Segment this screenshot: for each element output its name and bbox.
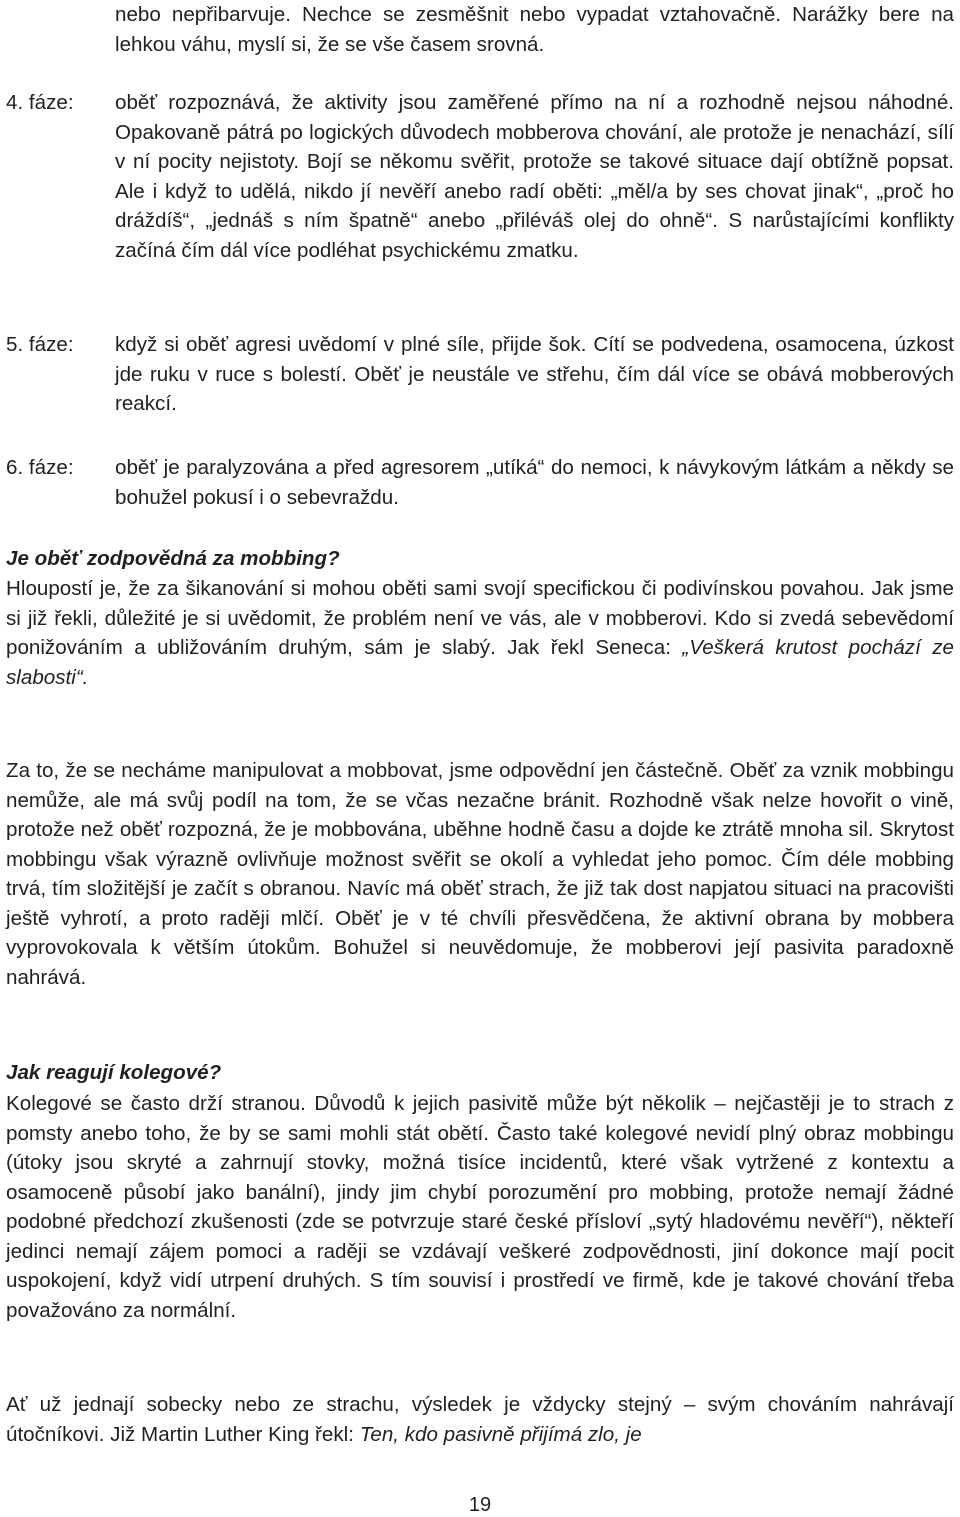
page-number: 19	[468, 1494, 492, 1516]
king-quote: Ten, kdo pasivně přijímá zlo, je	[359, 1422, 642, 1446]
phase-text: oběť je paralyzována a před agresorem „utíká“ do nemoci, k návykovým látkám a někdy se bohužel pokusí i o sebevraždu.	[115, 456, 954, 509]
intro-text: nebo nepřibarvuje. Nechce se zesměšnit nebo vypadat vztahovačně. Narážky bere na lehkou váhu, myslí si, že se vše časem srovná.	[115, 3, 954, 56]
phase-label: 5. fáze:	[6, 333, 74, 356]
section-paragraph: Ať už jednají sobecky nebo ze strachu, výsledek je vždycky stejný – svým chováním nahrávají útočníkovi. Již Martin Luther King řekl: Ten, kdo pasivně přijímá zlo, je	[6, 1393, 954, 1446]
phase-label: 6. fáze:	[6, 456, 74, 479]
section-paragraph: Kolegové se často drží stranou. Důvodů k jejich pasivitě může být několik – nejčastěji je to strach z pomsty anebo toho, že by se sami mohli stát obětí. Často také kolegové nevidí plný obraz mobbingu (útoky jsou skryté a zahrnují stovky, možná tisíce incidentů, které však vytržené z kontextu a osamoceně působí jako banální), jindy jim chybí porozumění pro mobbing, protože nemají žádné podobné předchozí zkušenosti (zde se potvrzuje staré české přísloví „sytý hladovému nevěří“), někteří jedinci nemají zájem pomoci a raději se vzdávají veškeré zodpovědnosti, jiní dokonce mají pocit uspokojení, když vidí utrpení druhých. S tím souvisí i prostředí ve firmě, kde je takové chování třeba považováno za normální.	[6, 1092, 954, 1322]
phase-text: když si oběť agresi uvědomí v plné síle, přijde šok. Cítí se podvedena, osamocena, úzkost jde ruku v ruce s bolestí. Oběť je neustále ve střehu, čím dál více se obává mobberových reakcí.	[115, 333, 954, 415]
seneca-quote: „Veškerá krutost pochází ze slabosti“.	[6, 636, 954, 689]
phase-text: oběť rozpoznává, že aktivity jsou zaměřené přímo na ní a rozhodně nejsou náhodné. Opakovaně pátrá po logických důvodech mobberova chování, ale protože je nenachází, sílí v ní pocity nejistoty. Bojí se někomu svěřit, protože se takové situace dají obtížně popsat. Ale i když to udělá, nikdo jí nevěří anebo radí oběti: „měl/a by ses chovat jinak“, „proč ho dráždíš“, „jednáš s ním špatně“ anebo „přiléváš olej do ohně“. S narůstajícími konflikty začíná čím dál více podléhat psychickému zmatku.	[115, 91, 954, 262]
section-paragraph: Za to, že se necháme manipulovat a mobbovat, jsme odpovědní jen částečně. Oběť za vznik mobbingu nemůže, ale má svůj podíl na tom, že se včas nezačne bránit. Rozhodně však nelze hovořit o vině, protože než oběť rozpozná, že je mobbována, uběhne hodně času a dojde ke ztrátě mnoha sil. Skrytost mobbingu však výrazně ovlivňuje možnost svěřit se okolí a vyhledat jeho pomoc. Čím déle mobbing trvá, tím složitější je začít s obranou. Navíc má oběť strach, že již tak dost napjatou situaci na pracovišti ještě vyhrotí, a proto raději mlčí. Oběť je v té chvíli přesvědčena, že aktivní obrana by mobbera vyprovokovala k větším útokům. Bohužel si neuvědomuje, že mobberovi její pasivita paradoxně nahrává.	[6, 759, 954, 989]
section-heading: Jak reagují kolegové?	[6, 1061, 222, 1084]
section-heading: Je oběť zodpovědná za mobbing?	[6, 547, 340, 570]
phase-label: 4. fáze:	[6, 91, 74, 114]
section-paragraph: Hloupostí je, že za šikanování si mohou oběti sami svojí specifickou či podivínskou povahou. Jak jsme si již řekli, důležité je si uvědomit, že problém není ve vás, ale v mobberovi. Kdo si zvedá sebevědomí ponižováním a ubližováním druhým, sám je slabý. Jak řekl Seneca: „Veškerá krutost pochází ze slabosti“.	[6, 577, 954, 689]
